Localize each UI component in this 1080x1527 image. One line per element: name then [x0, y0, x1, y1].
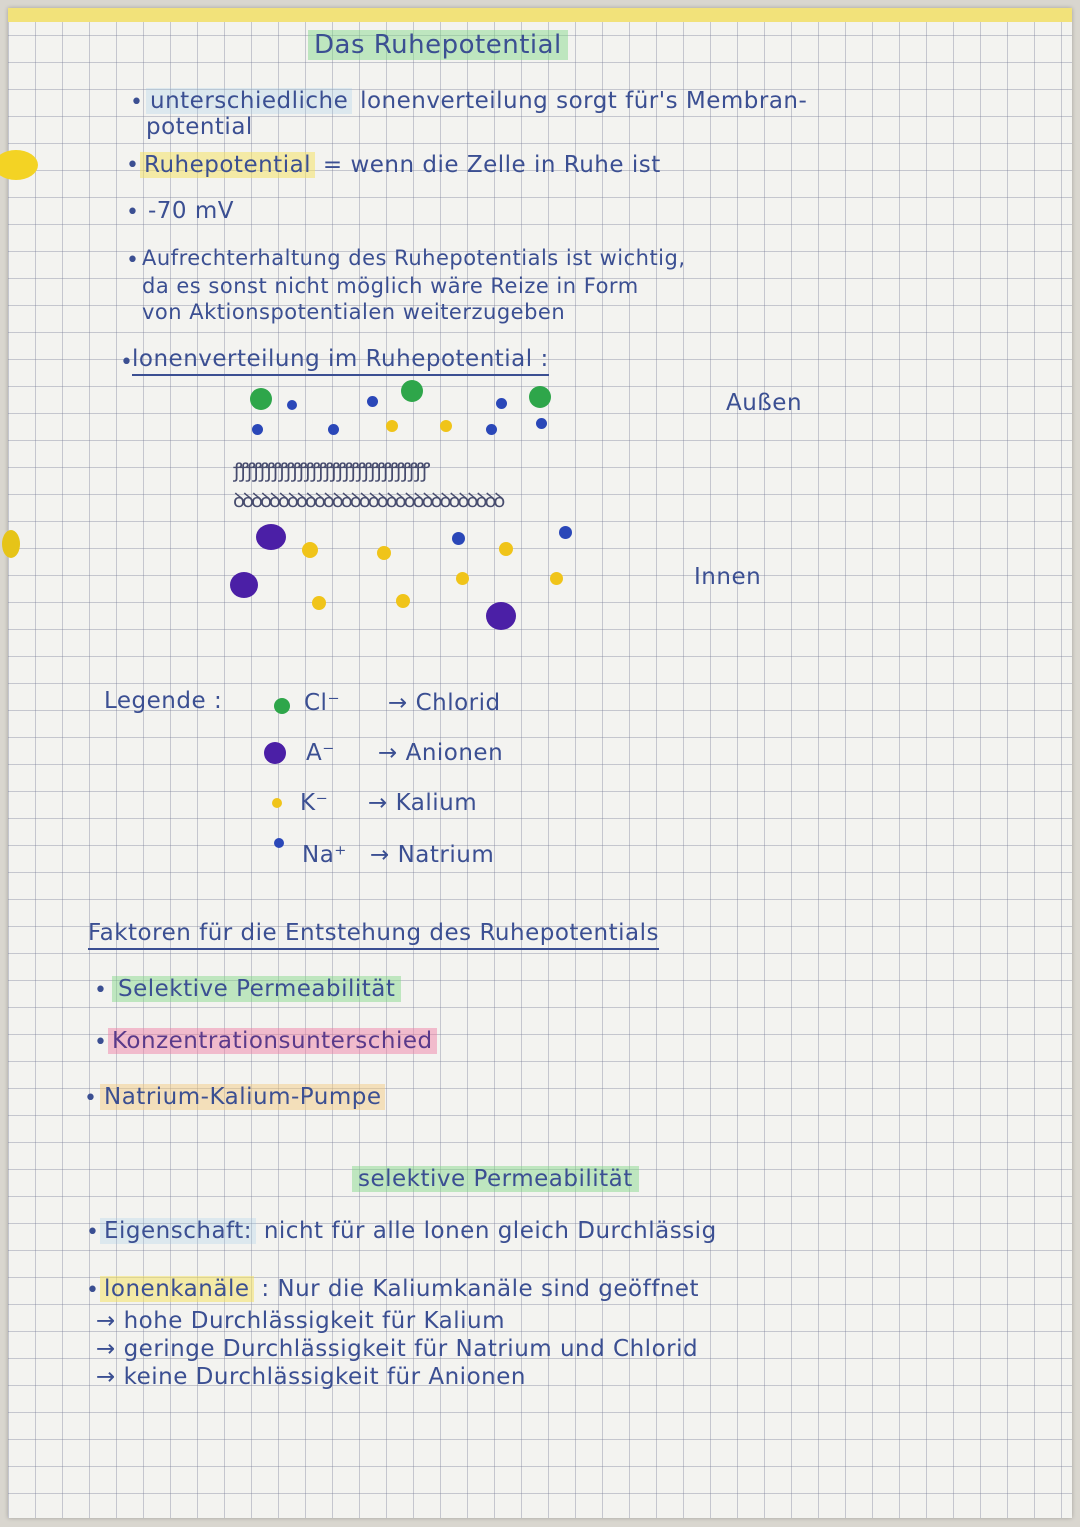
- legend-swatch-sodium: [274, 838, 284, 848]
- diagram-heading: lonenverteilung im Ruhepotential :: [132, 346, 549, 372]
- legend-swatch-anion: [264, 742, 286, 764]
- intro-line2: Ruhepotential = wenn die Zelle in Ruhe ist: [140, 152, 661, 178]
- notebook-page: [8, 8, 1072, 1518]
- intro-line4b: da es sonst nicht möglich wäre Reize in Form: [142, 274, 639, 298]
- legend-label: Legende :: [104, 688, 223, 714]
- outside-label: Außen: [726, 390, 803, 416]
- yellow-page-edge: [8, 8, 1072, 22]
- property-line: Eigenschaft: nicht für alle lonen gleich Durchlässig: [100, 1218, 717, 1244]
- bullet-dot: •: [84, 1086, 97, 1111]
- ion-potassium: [377, 546, 391, 560]
- ion-potassium: [302, 542, 318, 558]
- ion-potassium: [396, 594, 410, 608]
- ion-chloride: [401, 380, 423, 402]
- ion-anion: [486, 602, 516, 630]
- ion-chloride: [250, 388, 272, 410]
- legend-name: → Anionen: [378, 740, 504, 766]
- ion-sodium: [486, 424, 497, 435]
- ion-chloride: [529, 386, 551, 408]
- intro-line1-cont: potential: [146, 114, 253, 140]
- selective-heading: selektive Permeabilität: [352, 1166, 639, 1192]
- bullet-dot: •: [94, 978, 107, 1003]
- ion-potassium: [499, 542, 513, 556]
- intro-line3: -70 mV: [148, 198, 235, 224]
- arrow-line: → hohe Durchlässigkeit für Kalium: [96, 1308, 506, 1334]
- ion-sodium: [452, 532, 465, 545]
- ion-sodium: [559, 526, 572, 539]
- ion-sodium: [367, 396, 378, 407]
- arrow-line: → keine Durchlässigkeit für Anionen: [96, 1364, 526, 1390]
- ion-sodium: [328, 424, 339, 435]
- bullet-dot: •: [130, 90, 143, 115]
- factor-item: Selektive Permeabilität: [112, 976, 401, 1002]
- legend-name: → Natrium: [370, 842, 495, 868]
- factor-item: Konzentrationsunterschied: [108, 1028, 437, 1054]
- ion-sodium: [287, 400, 297, 410]
- ion-potassium: [312, 596, 326, 610]
- inside-label: Innen: [694, 564, 762, 590]
- cell-membrane: [233, 456, 593, 516]
- factors-heading: Faktoren für die Entstehung des Ruhepotentials: [88, 920, 659, 946]
- intro-line4c: von Aktionspotentialen weiterzugeben: [142, 300, 566, 324]
- phospholipid-heads: ꝭꝭꝭꝭꝭꝭꝭꝭꝭꝭꝭꝭꝭꝭꝭꝭꝭꝭꝭꝭꝭꝭꝭꝭꝭꝭꝭꝭꝭꝭ: [233, 458, 428, 482]
- legend-symbol: A⁻: [306, 740, 335, 766]
- arrow-line: → geringe Durchlässigkeit für Natrium und Chlorid: [96, 1336, 699, 1362]
- legend-swatch-potassium: [272, 798, 282, 808]
- binder-hole-marker: [0, 150, 38, 180]
- channels-line: lonenkanäle : Nur die Kaliumkanäle sind geöffnet: [100, 1276, 699, 1302]
- ion-anion: [230, 572, 258, 598]
- intro-line1: unterschiedliche lonenverteilung sorgt für's Membran-: [146, 88, 807, 114]
- binder-hole-marker: [2, 530, 20, 558]
- ion-potassium: [550, 572, 563, 585]
- ion-sodium: [496, 398, 507, 409]
- bullet-dot: •: [86, 1278, 99, 1303]
- ion-sodium: [536, 418, 547, 429]
- legend-name: → Chlorid: [388, 690, 501, 716]
- ion-potassium: [440, 420, 452, 432]
- page-title: Das Ruhepotential: [308, 30, 568, 60]
- bullet-dot: •: [126, 200, 139, 225]
- legend-swatch-chloride: [274, 698, 290, 714]
- phospholipid-tails: ꝺꝺꝺꝺꝺꝺꝺꝺꝺꝺꝺꝺꝺꝺꝺꝺꝺꝺꝺꝺꝺꝺꝺꝺꝺꝺꝺꝺꝺꝺ: [233, 488, 503, 512]
- legend-symbol: Cl⁻: [304, 690, 341, 716]
- bullet-dot: •: [126, 153, 139, 178]
- legend-symbol: Na⁺: [302, 842, 347, 868]
- legend-symbol: K⁻: [300, 790, 329, 816]
- bullet-dot: •: [86, 1220, 99, 1245]
- ion-anion: [256, 524, 286, 550]
- ion-potassium: [456, 572, 469, 585]
- bullet-dot: •: [120, 350, 133, 375]
- intro-line4a: Aufrechterhaltung des Ruhepotentials ist wichtig,: [142, 246, 686, 270]
- ion-sodium: [252, 424, 263, 435]
- factor-item: Natrium-Kalium-Pumpe: [100, 1084, 385, 1110]
- bullet-dot: •: [126, 248, 139, 273]
- bullet-dot: •: [94, 1030, 107, 1055]
- legend-name: → Kalium: [368, 790, 478, 816]
- ion-potassium: [386, 420, 398, 432]
